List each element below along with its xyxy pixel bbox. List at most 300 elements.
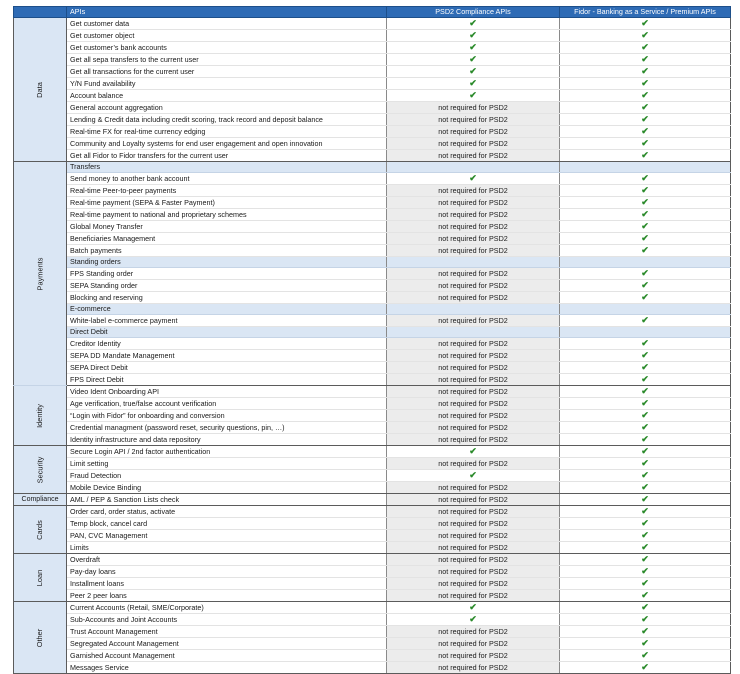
check-icon: ✔ bbox=[641, 221, 649, 231]
fidor-cell bbox=[560, 280, 731, 292]
category-cell-data bbox=[14, 18, 67, 162]
table-row bbox=[14, 542, 731, 554]
fidor-cell bbox=[560, 90, 731, 102]
check-icon: ✔ bbox=[641, 518, 649, 528]
check-icon: ✔ bbox=[641, 386, 649, 396]
table-row bbox=[14, 292, 731, 304]
psd2-status-text: not required for PSD2 bbox=[387, 292, 560, 304]
header-row bbox=[14, 7, 731, 18]
fidor-cell bbox=[560, 518, 731, 530]
check-icon: ✔ bbox=[469, 78, 477, 88]
subheader-psd2-cell bbox=[387, 327, 560, 338]
category-label: Security bbox=[34, 456, 44, 483]
api-name: AML / PEP & Sanction Lists check bbox=[67, 494, 387, 506]
psd2-status-text: not required for PSD2 bbox=[387, 638, 560, 650]
table-row bbox=[14, 458, 731, 470]
table-row bbox=[14, 482, 731, 494]
fidor-cell bbox=[560, 126, 731, 138]
fidor-cell bbox=[560, 602, 731, 614]
table-row bbox=[14, 566, 731, 578]
api-name: Batch payments bbox=[67, 245, 387, 257]
subheader-row bbox=[14, 162, 731, 173]
fidor-cell bbox=[560, 542, 731, 554]
psd2-status-text: not required for PSD2 bbox=[387, 662, 560, 674]
table-row bbox=[14, 554, 731, 566]
table-row bbox=[14, 126, 731, 138]
subheader-label: Direct Debit bbox=[67, 327, 387, 338]
subheader-fidor-cell bbox=[560, 162, 731, 173]
api-name: Get customer data bbox=[67, 18, 387, 30]
fidor-cell bbox=[560, 590, 731, 602]
table-row bbox=[14, 338, 731, 350]
api-name: PAN, CVC Management bbox=[67, 530, 387, 542]
fidor-cell bbox=[560, 233, 731, 245]
check-icon: ✔ bbox=[641, 506, 649, 516]
api-name: Y/N Fund availability bbox=[67, 78, 387, 90]
psd2-status-text: not required for PSD2 bbox=[387, 626, 560, 638]
fidor-cell bbox=[560, 422, 731, 434]
api-name: Get customer’s bank accounts bbox=[67, 42, 387, 54]
psd2-status-text: not required for PSD2 bbox=[387, 233, 560, 245]
subheader-fidor-cell bbox=[560, 257, 731, 268]
check-icon: ✔ bbox=[641, 197, 649, 207]
category-cell-cards bbox=[14, 506, 67, 554]
api-name: Pay-day loans bbox=[67, 566, 387, 578]
check-icon: ✔ bbox=[469, 614, 477, 624]
check-icon: ✔ bbox=[641, 233, 649, 243]
table-row bbox=[14, 386, 731, 398]
psd2-status-text: not required for PSD2 bbox=[387, 280, 560, 292]
fidor-cell bbox=[560, 350, 731, 362]
fidor-cell bbox=[560, 18, 731, 30]
psd2-status-text: not required for PSD2 bbox=[387, 114, 560, 126]
table-row bbox=[14, 374, 731, 386]
check-icon: ✔ bbox=[641, 185, 649, 195]
header-fidor: Fidor - Banking as a Service / Premium APIs bbox=[560, 7, 731, 18]
fidor-cell bbox=[560, 245, 731, 257]
table-row bbox=[14, 280, 731, 292]
psd2-status-text: not required for PSD2 bbox=[387, 138, 560, 150]
check-icon: ✔ bbox=[641, 209, 649, 219]
psd2-status-text: not required for PSD2 bbox=[387, 410, 560, 422]
fidor-cell bbox=[560, 150, 731, 162]
psd2-status-text: not required for PSD2 bbox=[387, 362, 560, 374]
api-name: General account aggregation bbox=[67, 102, 387, 114]
fidor-cell bbox=[560, 626, 731, 638]
check-icon: ✔ bbox=[641, 114, 649, 124]
api-name: Mobile Device Binding bbox=[67, 482, 387, 494]
psd2-status-text: not required for PSD2 bbox=[387, 578, 560, 590]
table-row bbox=[14, 30, 731, 42]
check-icon: ✔ bbox=[469, 602, 477, 612]
check-icon: ✔ bbox=[641, 458, 649, 468]
fidor-cell bbox=[560, 292, 731, 304]
check-icon: ✔ bbox=[641, 126, 649, 136]
fidor-cell bbox=[560, 138, 731, 150]
check-icon: ✔ bbox=[641, 422, 649, 432]
table-row bbox=[14, 150, 731, 162]
subheader-psd2-cell bbox=[387, 257, 560, 268]
psd2-status-text: not required for PSD2 bbox=[387, 434, 560, 446]
fidor-cell bbox=[560, 614, 731, 626]
fidor-cell bbox=[560, 650, 731, 662]
api-name: Secure Login API / 2nd factor authentication bbox=[67, 446, 387, 458]
api-name: Limit setting bbox=[67, 458, 387, 470]
api-name: Get customer object bbox=[67, 30, 387, 42]
psd2-cell bbox=[387, 78, 560, 90]
check-icon: ✔ bbox=[641, 245, 649, 255]
fidor-cell bbox=[560, 209, 731, 221]
fidor-cell bbox=[560, 506, 731, 518]
psd2-status-text: not required for PSD2 bbox=[387, 554, 560, 566]
psd2-status-text: not required for PSD2 bbox=[387, 374, 560, 386]
check-icon: ✔ bbox=[641, 446, 649, 456]
fidor-cell bbox=[560, 78, 731, 90]
category-label: Payments bbox=[35, 257, 44, 290]
api-name: Credential managment (password reset, security questions, pin, …) bbox=[67, 422, 387, 434]
header-blank-cell bbox=[14, 7, 67, 18]
fidor-cell bbox=[560, 338, 731, 350]
check-icon: ✔ bbox=[641, 626, 649, 636]
api-name: Real-time payment to national and proprietary schemes bbox=[67, 209, 387, 221]
subheader-psd2-cell bbox=[387, 304, 560, 315]
psd2-status-text: not required for PSD2 bbox=[387, 482, 560, 494]
category-label: Cards bbox=[35, 519, 44, 540]
api-name: Video Ident Onboarding API bbox=[67, 386, 387, 398]
subheader-row bbox=[14, 327, 731, 338]
check-icon: ✔ bbox=[469, 18, 477, 28]
table-row bbox=[14, 173, 731, 185]
fidor-cell bbox=[560, 434, 731, 446]
check-icon: ✔ bbox=[641, 42, 649, 52]
table-row bbox=[14, 54, 731, 66]
check-icon: ✔ bbox=[641, 398, 649, 408]
table-row bbox=[14, 114, 731, 126]
table-row bbox=[14, 362, 731, 374]
fidor-cell bbox=[560, 398, 731, 410]
category-label: Compliance bbox=[21, 496, 59, 503]
psd2-cell bbox=[387, 66, 560, 78]
fidor-cell bbox=[560, 458, 731, 470]
table-row bbox=[14, 446, 731, 458]
api-name: SEPA Standing order bbox=[67, 280, 387, 292]
table-row bbox=[14, 638, 731, 650]
api-name: Community and Loyalty systems for end user engagement and open innovation bbox=[67, 138, 387, 150]
category-label: Data bbox=[35, 81, 44, 98]
api-name: Current Accounts (Retail, SME/Corporate) bbox=[67, 602, 387, 614]
psd2-status-text: not required for PSD2 bbox=[387, 566, 560, 578]
api-name: Peer 2 peer loans bbox=[67, 590, 387, 602]
check-icon: ✔ bbox=[641, 280, 649, 290]
psd2-cell bbox=[387, 42, 560, 54]
check-icon: ✔ bbox=[641, 268, 649, 278]
psd2-status-text: not required for PSD2 bbox=[387, 315, 560, 327]
table-row bbox=[14, 185, 731, 197]
psd2-status-text: not required for PSD2 bbox=[387, 126, 560, 138]
fidor-cell bbox=[560, 30, 731, 42]
api-name: Real-time payment (SEPA & Faster Payment) bbox=[67, 197, 387, 209]
psd2-cell bbox=[387, 18, 560, 30]
check-icon: ✔ bbox=[641, 602, 649, 612]
check-icon: ✔ bbox=[641, 554, 649, 564]
psd2-status-text: not required for PSD2 bbox=[387, 102, 560, 114]
check-icon: ✔ bbox=[469, 54, 477, 64]
check-icon: ✔ bbox=[641, 374, 649, 384]
category-cell-identity bbox=[14, 386, 67, 446]
fidor-cell bbox=[560, 197, 731, 209]
fidor-cell bbox=[560, 114, 731, 126]
api-name: Installment loans bbox=[67, 578, 387, 590]
psd2-status-text: not required for PSD2 bbox=[387, 338, 560, 350]
psd2-cell bbox=[387, 30, 560, 42]
check-icon: ✔ bbox=[641, 482, 649, 492]
psd2-cell bbox=[387, 614, 560, 626]
header-psd2: PSD2 Compliance APIs bbox=[387, 7, 560, 18]
table-row bbox=[14, 42, 731, 54]
check-icon: ✔ bbox=[469, 446, 477, 456]
api-name: Age verification, true/false account verification bbox=[67, 398, 387, 410]
psd2-cell bbox=[387, 602, 560, 614]
check-icon: ✔ bbox=[641, 18, 649, 28]
psd2-status-text: not required for PSD2 bbox=[387, 209, 560, 221]
table-row bbox=[14, 78, 731, 90]
psd2-status-text: not required for PSD2 bbox=[387, 150, 560, 162]
table-row bbox=[14, 350, 731, 362]
api-name: Temp block, cancel card bbox=[67, 518, 387, 530]
check-icon: ✔ bbox=[641, 315, 649, 325]
api-name: FPS Standing order bbox=[67, 268, 387, 280]
table-row bbox=[14, 410, 731, 422]
psd2-status-text: not required for PSD2 bbox=[387, 422, 560, 434]
api-name: Identity infrastructure and data repository bbox=[67, 434, 387, 446]
check-icon: ✔ bbox=[641, 638, 649, 648]
check-icon: ✔ bbox=[641, 662, 649, 672]
check-icon: ✔ bbox=[641, 173, 649, 183]
check-icon: ✔ bbox=[469, 90, 477, 100]
category-cell-other bbox=[14, 602, 67, 674]
table-row bbox=[14, 18, 731, 30]
table-row bbox=[14, 614, 731, 626]
category-label: Other bbox=[34, 628, 44, 647]
check-icon: ✔ bbox=[469, 173, 477, 183]
fidor-cell bbox=[560, 315, 731, 327]
category-label: Loan bbox=[34, 569, 44, 586]
api-name: Get all sepa transfers to the current user bbox=[67, 54, 387, 66]
api-name: Sub-Accounts and Joint Accounts bbox=[67, 614, 387, 626]
fidor-cell bbox=[560, 494, 731, 506]
psd2-cell bbox=[387, 173, 560, 185]
subheader-label: Transfers bbox=[67, 162, 387, 173]
table-row bbox=[14, 233, 731, 245]
category-cell-security bbox=[14, 446, 67, 494]
table-row bbox=[14, 626, 731, 638]
psd2-status-text: not required for PSD2 bbox=[387, 506, 560, 518]
psd2-status-text: not required for PSD2 bbox=[387, 245, 560, 257]
psd2-status-text: not required for PSD2 bbox=[387, 518, 560, 530]
fidor-cell bbox=[560, 578, 731, 590]
psd2-cell bbox=[387, 446, 560, 458]
header-apis: APIs bbox=[67, 7, 387, 18]
check-icon: ✔ bbox=[641, 78, 649, 88]
fidor-cell bbox=[560, 102, 731, 114]
fidor-cell bbox=[560, 410, 731, 422]
subheader-row bbox=[14, 257, 731, 268]
check-icon: ✔ bbox=[641, 590, 649, 600]
table-row bbox=[14, 470, 731, 482]
fidor-cell bbox=[560, 185, 731, 197]
fidor-cell bbox=[560, 470, 731, 482]
api-name: Real-time Peer-to-peer payments bbox=[67, 185, 387, 197]
check-icon: ✔ bbox=[641, 410, 649, 420]
table-row bbox=[14, 590, 731, 602]
api-name: Creditor Identity bbox=[67, 338, 387, 350]
fidor-cell bbox=[560, 566, 731, 578]
psd2-cell bbox=[387, 54, 560, 66]
table-row bbox=[14, 530, 731, 542]
fidor-cell bbox=[560, 638, 731, 650]
check-icon: ✔ bbox=[641, 362, 649, 372]
api-name: Garnished Account Management bbox=[67, 650, 387, 662]
api-name: Blocking and reserving bbox=[67, 292, 387, 304]
api-name: Send money to another bank account bbox=[67, 173, 387, 185]
table-row bbox=[14, 197, 731, 209]
psd2-status-text: not required for PSD2 bbox=[387, 398, 560, 410]
api-name: Get all Fidor to Fidor transfers for the current user bbox=[67, 150, 387, 162]
check-icon: ✔ bbox=[641, 90, 649, 100]
psd2-status-text: not required for PSD2 bbox=[387, 494, 560, 506]
check-icon: ✔ bbox=[641, 578, 649, 588]
fidor-cell bbox=[560, 530, 731, 542]
api-name: White-label e-commerce payment bbox=[67, 315, 387, 327]
api-name: Beneficiaries Management bbox=[67, 233, 387, 245]
api-name: SEPA Direct Debit bbox=[67, 362, 387, 374]
check-icon: ✔ bbox=[641, 494, 649, 504]
psd2-status-text: not required for PSD2 bbox=[387, 197, 560, 209]
fidor-cell bbox=[560, 362, 731, 374]
api-name: FPS Direct Debit bbox=[67, 374, 387, 386]
api-name: Global Money Transfer bbox=[67, 221, 387, 233]
table-row bbox=[14, 315, 731, 327]
fidor-cell bbox=[560, 446, 731, 458]
fidor-cell bbox=[560, 554, 731, 566]
table-row bbox=[14, 602, 731, 614]
psd2-comparison-table bbox=[13, 6, 731, 674]
check-icon: ✔ bbox=[641, 30, 649, 40]
psd2-cell bbox=[387, 90, 560, 102]
api-name: SEPA DD Mandate Management bbox=[67, 350, 387, 362]
psd2-cell bbox=[387, 470, 560, 482]
table-row bbox=[14, 494, 731, 506]
subheader-fidor-cell bbox=[560, 327, 731, 338]
subheader-row bbox=[14, 304, 731, 315]
table-row bbox=[14, 518, 731, 530]
table-row bbox=[14, 422, 731, 434]
psd2-status-text: not required for PSD2 bbox=[387, 542, 560, 554]
check-icon: ✔ bbox=[641, 292, 649, 302]
psd2-status-text: not required for PSD2 bbox=[387, 590, 560, 602]
check-icon: ✔ bbox=[641, 566, 649, 576]
subheader-fidor-cell bbox=[560, 304, 731, 315]
api-name: Account balance bbox=[67, 90, 387, 102]
api-name: “Login with Fidor” for onboarding and conversion bbox=[67, 410, 387, 422]
table-row bbox=[14, 66, 731, 78]
table-row bbox=[14, 650, 731, 662]
fidor-cell bbox=[560, 662, 731, 674]
category-label: Identity bbox=[35, 403, 44, 428]
api-name: Order card, order status, activate bbox=[67, 506, 387, 518]
api-name: Trust Account Management bbox=[67, 626, 387, 638]
fidor-cell bbox=[560, 482, 731, 494]
fidor-cell bbox=[560, 221, 731, 233]
check-icon: ✔ bbox=[641, 614, 649, 624]
table-row bbox=[14, 662, 731, 674]
fidor-cell bbox=[560, 374, 731, 386]
check-icon: ✔ bbox=[641, 530, 649, 540]
check-icon: ✔ bbox=[469, 42, 477, 52]
api-name: Segregated Account Management bbox=[67, 638, 387, 650]
psd2-status-text: not required for PSD2 bbox=[387, 650, 560, 662]
table-row bbox=[14, 506, 731, 518]
fidor-cell bbox=[560, 386, 731, 398]
fidor-cell bbox=[560, 42, 731, 54]
check-icon: ✔ bbox=[641, 470, 649, 480]
api-name: Get all transactions for the current user bbox=[67, 66, 387, 78]
subheader-psd2-cell bbox=[387, 162, 560, 173]
check-icon: ✔ bbox=[469, 30, 477, 40]
fidor-cell bbox=[560, 268, 731, 280]
table-row bbox=[14, 398, 731, 410]
check-icon: ✔ bbox=[641, 542, 649, 552]
api-name: Overdraft bbox=[67, 554, 387, 566]
check-icon: ✔ bbox=[641, 138, 649, 148]
table-row bbox=[14, 138, 731, 150]
table-row bbox=[14, 268, 731, 280]
table-row bbox=[14, 209, 731, 221]
api-name: Real-time FX for real-time currency edging bbox=[67, 126, 387, 138]
api-name: Limits bbox=[67, 542, 387, 554]
psd2-status-text: not required for PSD2 bbox=[387, 350, 560, 362]
psd2-status-text: not required for PSD2 bbox=[387, 386, 560, 398]
check-icon: ✔ bbox=[641, 434, 649, 444]
category-cell-loan bbox=[14, 554, 67, 602]
check-icon: ✔ bbox=[641, 66, 649, 76]
api-name: Fraud Detection bbox=[67, 470, 387, 482]
check-icon: ✔ bbox=[469, 470, 477, 480]
check-icon: ✔ bbox=[641, 650, 649, 660]
psd2-status-text: not required for PSD2 bbox=[387, 185, 560, 197]
table-row bbox=[14, 90, 731, 102]
check-icon: ✔ bbox=[641, 338, 649, 348]
check-icon: ✔ bbox=[641, 54, 649, 64]
psd2-status-text: not required for PSD2 bbox=[387, 530, 560, 542]
psd2-status-text: not required for PSD2 bbox=[387, 458, 560, 470]
table-body bbox=[14, 18, 731, 674]
table-row bbox=[14, 221, 731, 233]
table-row bbox=[14, 245, 731, 257]
check-icon: ✔ bbox=[641, 102, 649, 112]
table-row bbox=[14, 434, 731, 446]
category-cell-compliance bbox=[14, 494, 67, 506]
subheader-label: E-commerce bbox=[67, 304, 387, 315]
psd2-status-text: not required for PSD2 bbox=[387, 221, 560, 233]
api-name: Lending & Credit data including credit scoring, track record and deposit balance bbox=[67, 114, 387, 126]
check-icon: ✔ bbox=[641, 150, 649, 160]
api-name: Messages Service bbox=[67, 662, 387, 674]
fidor-cell bbox=[560, 173, 731, 185]
fidor-cell bbox=[560, 66, 731, 78]
psd2-status-text: not required for PSD2 bbox=[387, 268, 560, 280]
check-icon: ✔ bbox=[641, 350, 649, 360]
